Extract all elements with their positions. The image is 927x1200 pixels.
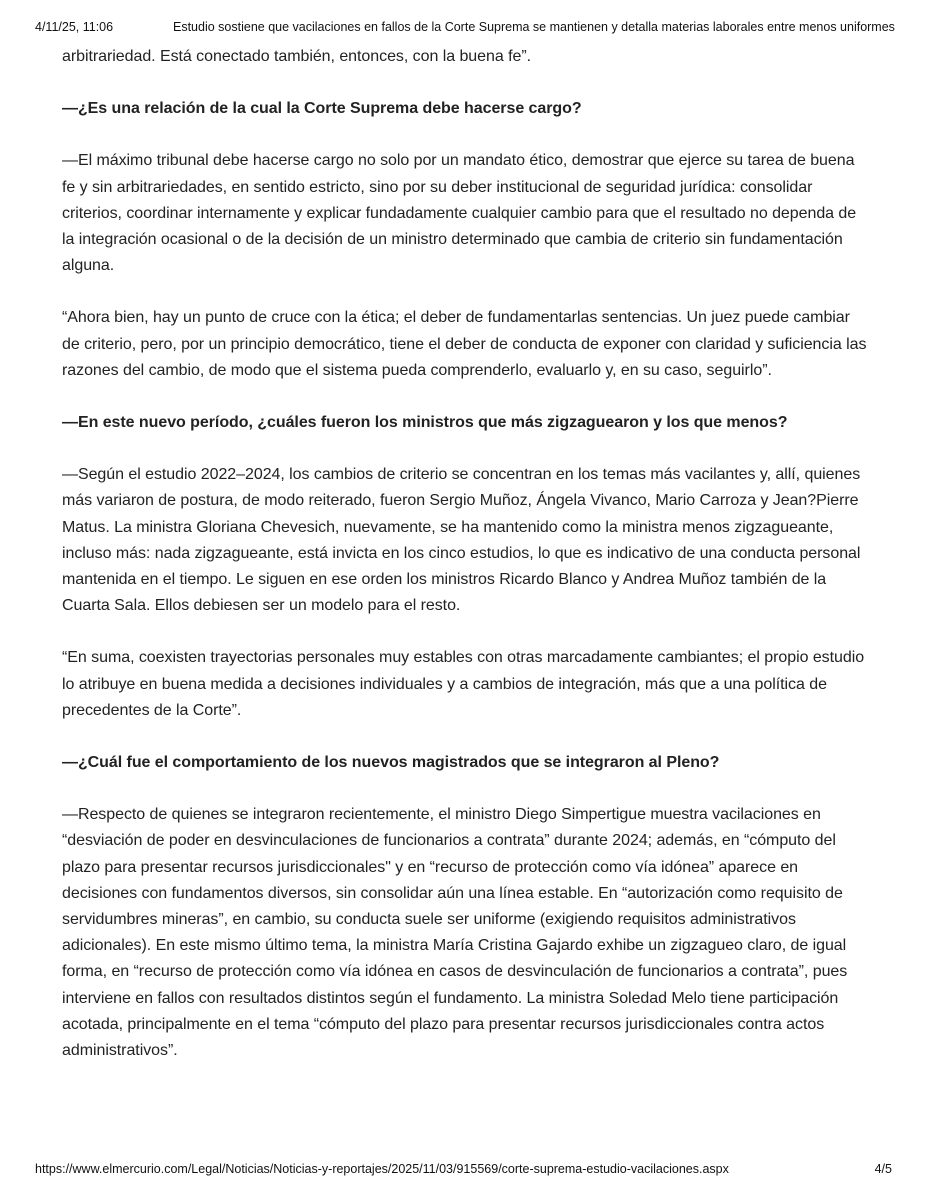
paragraph: “Ahora bien, hay un punto de cruce con la ética; el deber de fundamentarlas sentencias. Un juez puede cambiar de criterio, pero, por un principio democrático, tiene el deber de conducta de exponer con claridad y suficiencia las razones del cambio, de modo que el sistema pueda comprenderlo, evaluarlo y, en su caso, seguirlo”. (62, 309, 867, 379)
print-footer (35, 1162, 892, 1180)
paragraph: “En suma, coexisten trayectorias personales muy estables con otras marcadamente cambiantes; el propio estudio lo atribuye en buena medida a decisiones individuales y a cambios de integración, más que a una política de precedentes de la Corte”. (62, 649, 865, 719)
interview-question: —¿Es una relación de la cual la Corte Suprema debe hacerse cargo? (62, 100, 582, 118)
page-url: https://www.elmercurio.com/Legal/Noticias/Noticias-y-reportajes/2025/11/03/915569/corte-suprema-estudio-vacilaciones.aspx (35, 1162, 729, 1176)
page-number: 4/5 (874, 1162, 892, 1176)
print-page-title: Estudio sostiene que vacilaciones en fallos de la Corte Suprema se mantienen y detalla materias laborales entre menos uniformes (173, 20, 895, 34)
article-body (62, 44, 872, 1090)
interview-question: —En este nuevo período, ¿cuáles fueron los ministros que más zigzaguearon y los que menos? (62, 414, 788, 432)
print-datetime: 4/11/25, 11:06 (35, 20, 114, 34)
interview-question: —¿Cuál fue el comportamiento de los nuevos magistrados que se integraron al Pleno? (62, 754, 720, 772)
paragraph: —Según el estudio 2022–2024, los cambios de criterio se concentran en los temas más vacilantes y, allí, quienes más variaron de postura, de modo reiterado, fueron Sergio Muñoz, Ángela Vivanco, Mario Carroza y Jean?Pierre Matus. La ministra Gloriana Chevesich, nuevamente, se ha mantenido como la ministra menos zigzagueante, incluso más: nada zigzagueante, está invicta en los cinco estudios, lo que es indicativo de una conducta personal mantenida en el tiempo. Le siguen en ese orden los ministros Ricardo Blanco y Andrea Muñoz también de la Cuarta Sala. Ellos debiesen ser un modelo para el resto. (62, 466, 861, 615)
paragraph: —Respecto de quienes se integraron recientemente, el ministro Diego Simpertigue muestra vacilaciones en “desviación de poder en desvinculaciones de funcionarios a contrata” durante 2024; además, en “cómputo del plazo para presentar recursos jurisdiccionales" y en “recurso de protección como vía idónea” aparece en decisiones con fundamentos diversos, sin consolidar aún una línea estable. En “autorización como requisito de servidumbres mineras”, en cambio, su conducta suele ser uniforme (exigiendo requisitos administrativos adicionales). En este mismo último tema, la ministra María Cristina Gajardo exhibe un zigzagueo claro, de igual forma, en “recurso de protección como vía idónea en casos de desvinculación de funcionarios a contrata”, pues interviene en fallos con resultados distintos según el fundamento. La ministra Soledad Melo tiene participación acotada, principalmente en el tema “cómputo del plazo para presentar recursos jurisdiccionales contra actos administrativos”. (62, 806, 848, 1060)
paragraph: —El máximo tribunal debe hacerse cargo no solo por un mandato ético, demostrar que ejerce su tarea de buena fe y sin arbitrariedades, en sentido estricto, sino por su deber institucional de seguridad jurídica: consolidar criterios, coordinar internamente y explicar fundadamente cualquier cambio para que el resultado no dependa de la integración ocasional o de la decisión de un ministro determinado que cambia de criterio sin fundamentación alguna. (62, 152, 857, 275)
paragraph: arbitrariedad. Está conectado también, entonces, con la buena fe”. (62, 48, 531, 65)
print-header (35, 20, 897, 38)
